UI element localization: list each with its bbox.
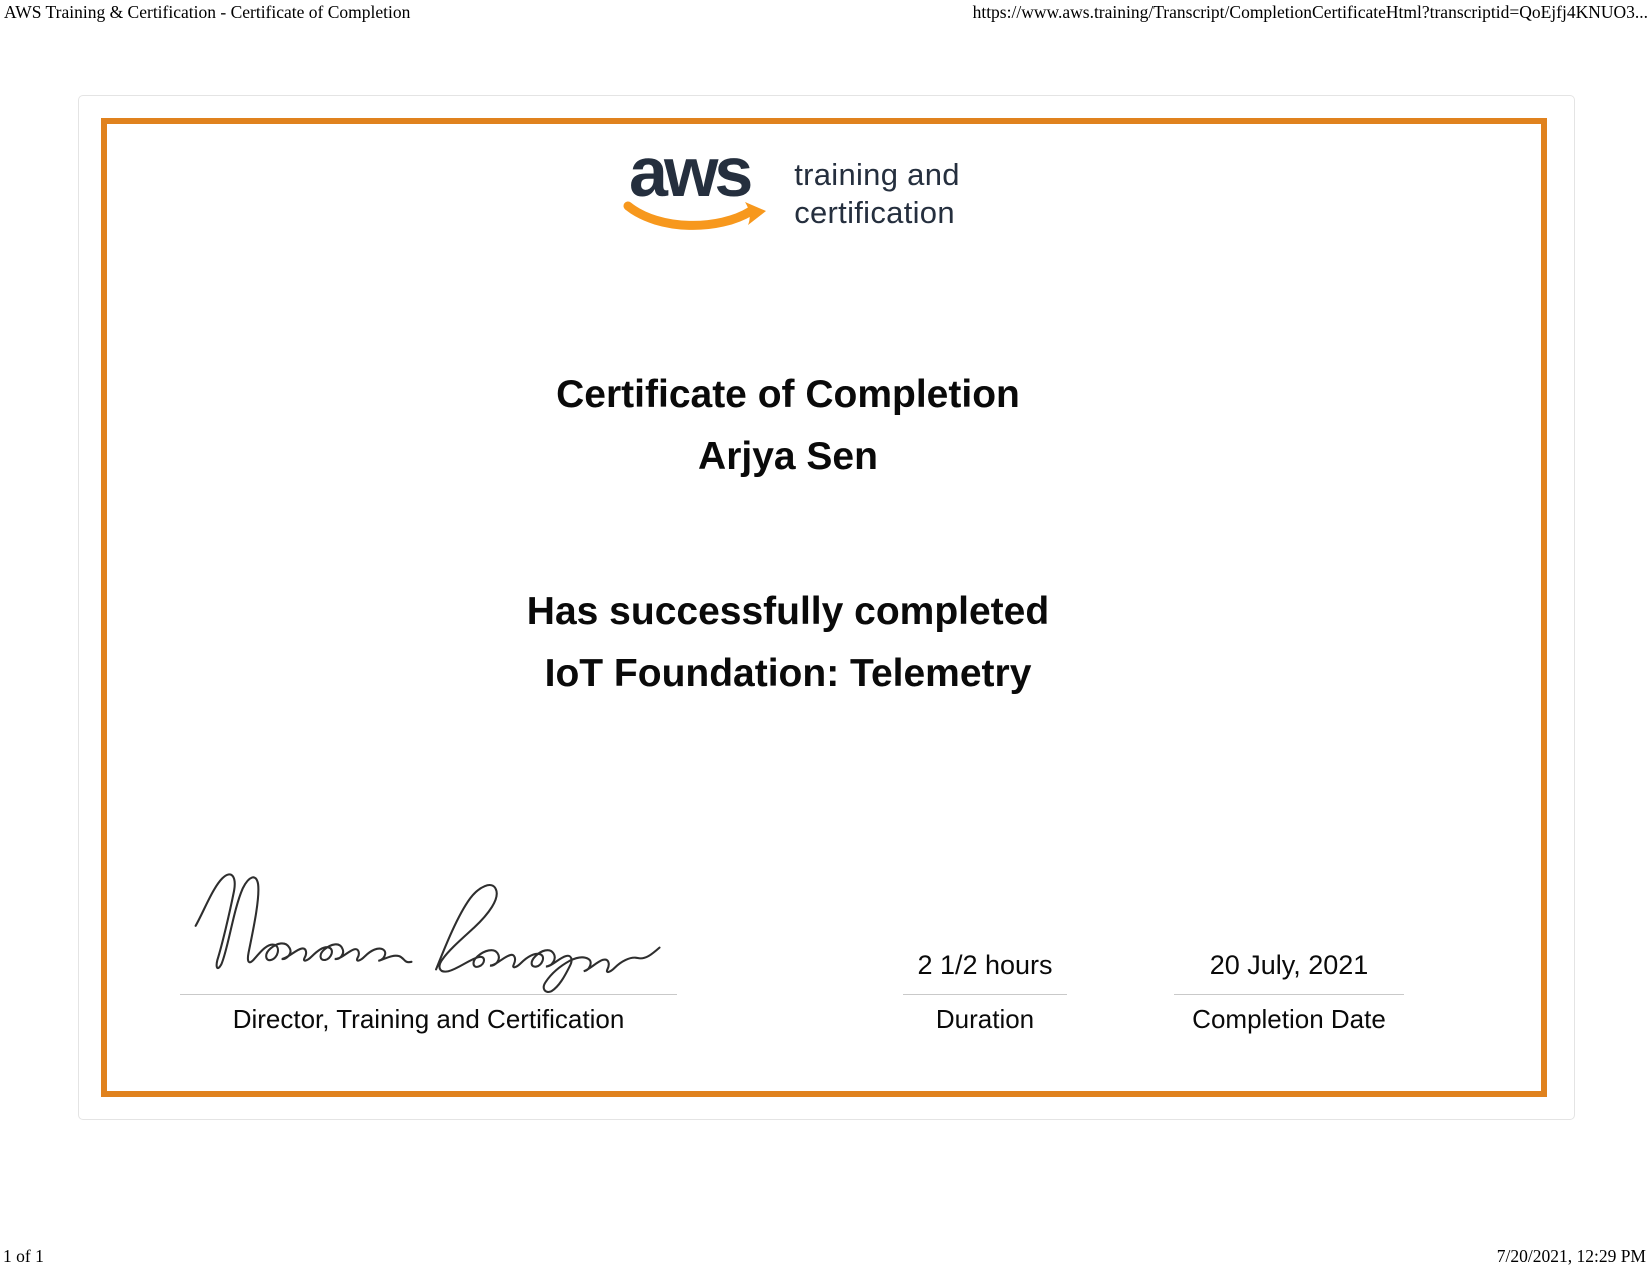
print-header-url: https://www.aws.training/Transcript/CompletionCertificateHtml?transcriptid=QoEjfj4KNUO3... — [972, 2, 1648, 22]
aws-wordmark-block — [616, 133, 762, 237]
aws-logo-tagline-line1: training and — [794, 157, 960, 192]
signature-title-label: Director, Training and Certification — [232, 1004, 625, 1034]
completion-date-label: Completion Date — [1192, 1004, 1386, 1034]
print-footer-timestamp: 7/20/2021, 12:29 PM — [1496, 1246, 1646, 1266]
certificate-footer-row — [107, 852, 1469, 1035]
certificate-title-block — [107, 364, 1469, 488]
duration-label: Duration — [935, 1004, 1035, 1034]
completion-date-column — [1174, 950, 1404, 1035]
completion-statement: Has successfully completed — [526, 590, 1050, 633]
print-footer — [3, 1246, 1646, 1267]
print-header — [4, 2, 1648, 23]
certificate-card — [78, 95, 1575, 1120]
signature-column — [180, 852, 677, 1035]
course-name: IoT Foundation: Telemetry — [544, 652, 1032, 695]
aws-wordmark: aws — [629, 133, 750, 211]
aws-smile-arrow-icon — [621, 201, 767, 237]
certificate-title: Certificate of Completion — [556, 373, 1020, 416]
duration-value: 2 1/2 hours — [903, 950, 1067, 995]
duration-column — [903, 950, 1067, 1035]
print-footer-page-number: 1 of 1 — [3, 1246, 44, 1266]
handwritten-signature-icon — [180, 852, 677, 994]
certificate-content — [107, 124, 1541, 1091]
aws-logo — [107, 133, 1469, 237]
signature-line — [180, 852, 677, 995]
completion-date-value: 20 July, 2021 — [1174, 950, 1404, 995]
aws-logo-tagline — [794, 156, 960, 232]
certificate-statement-block — [107, 581, 1469, 705]
certificate-orange-frame — [101, 118, 1547, 1097]
print-header-title: AWS Training & Certification - Certificate of Completion — [4, 2, 411, 22]
aws-logo-tagline-line2: certification — [794, 195, 955, 230]
recipient-name: Arjya Sen — [698, 435, 878, 478]
